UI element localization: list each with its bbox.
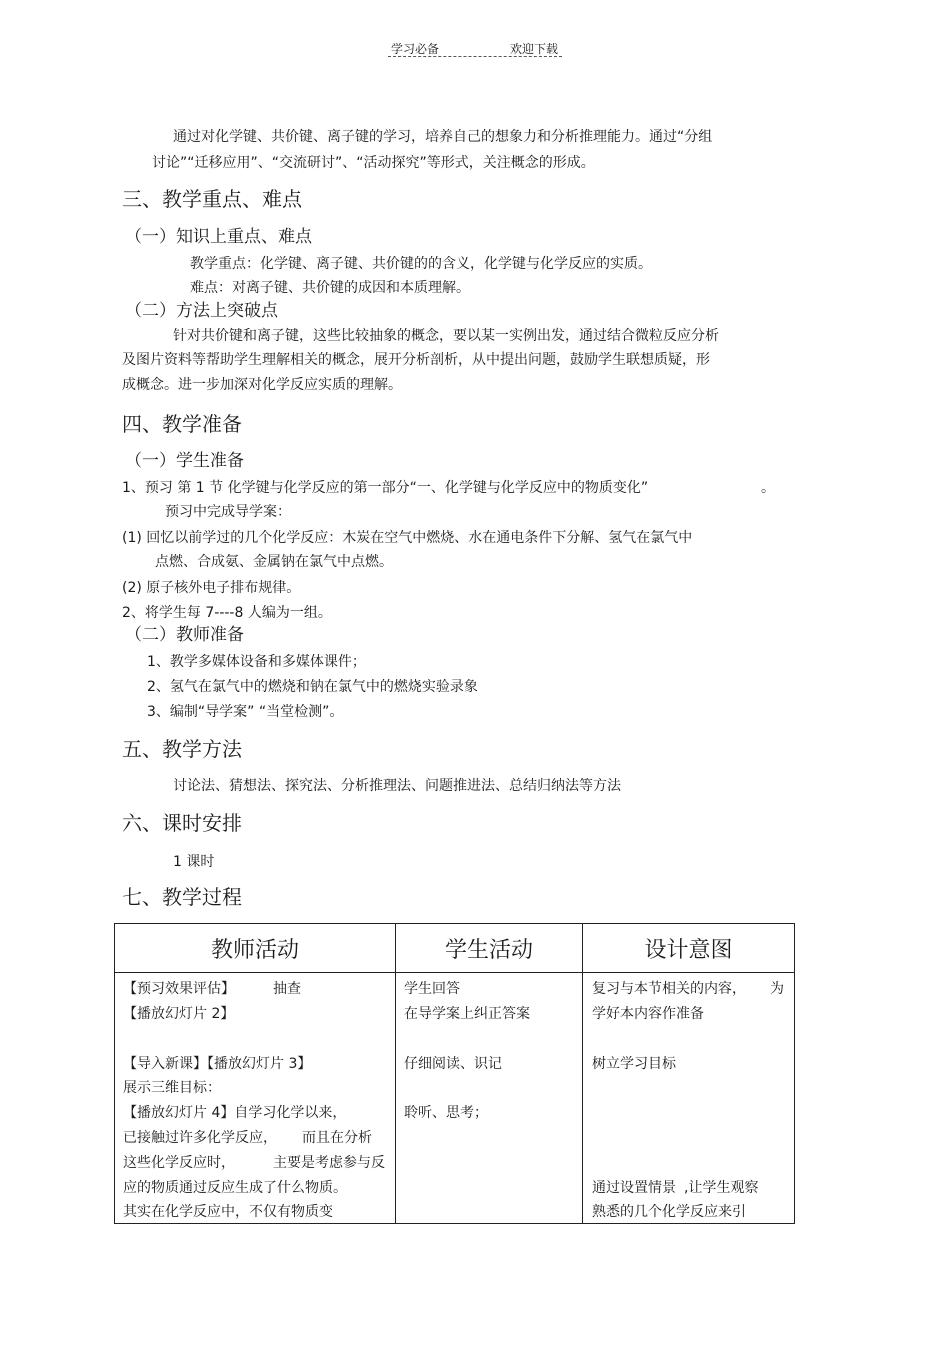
header-teacher-activity: 教师活动 [115, 924, 396, 973]
teacher-line: 这些化学反应时， [123, 1155, 235, 1171]
section-6-title: 六、课时安排 [122, 811, 242, 835]
teacher-line: 而且在分析 [302, 1130, 372, 1146]
design-intent-cell [583, 973, 795, 1224]
teacher-line: 主要是考虑参与反 [273, 1155, 385, 1171]
teacher-line: 已接触过许多化学反应， [123, 1130, 277, 1146]
header-student-activity: 学生活动 [396, 924, 583, 973]
teacher-line: 展示三维目标： [123, 1080, 221, 1096]
teacher-line: 抽查 [273, 981, 301, 997]
section-5-title: 五、教学方法 [122, 737, 242, 761]
teacher-line: 【预习效果评估】 [123, 981, 235, 997]
section-4-sub2-title: （二）教师准备 [125, 625, 244, 645]
section-7-title: 七、教学过程 [122, 885, 242, 909]
review-question-2: (2) 原子核外电子排布规律。 [122, 580, 301, 596]
design-line: 树立学习目标 [592, 1056, 676, 1072]
review-question-1a: (1) 回忆以前学过的几个化学反应：木炭在空气中燃烧、水在通电条件下分解、氢气在氯气中 [122, 530, 693, 546]
student-prep-item-1-end: 。 [761, 480, 775, 496]
student-prep-item-1-sub: 预习中完成导学案： [165, 504, 291, 520]
design-line: 复习与本节相关的内容， [592, 981, 746, 997]
header-left: 学习必备 [391, 42, 440, 56]
review-question-1b: 点燃、合成氨、金属钠在氯气中点燃。 [155, 554, 393, 570]
teacher-line: 其实在化学反应中，不仅有物质变 [123, 1204, 333, 1220]
teacher-line: 【导入新课】【播放幻灯片 3】 [123, 1056, 312, 1072]
teaching-methods-text: 讨论法、猜想法、探究法、分析推理法、问题推进法、总结归纳法等方法 [173, 778, 621, 794]
difficulty-text: 难点：对离子键、共价键的成因和本质理解。 [190, 280, 470, 296]
teacher-prep-item-2: 2、氢气在氯气中的燃烧和钠在氯气中的燃烧实验录象 [147, 679, 478, 695]
teaching-process-table [114, 923, 795, 1224]
method-line-3: 成概念。进一步加深对化学反应实质的理解。 [122, 377, 402, 393]
section-4-sub1-title: （一）学生准备 [125, 451, 244, 471]
student-line: 学生回答 [404, 981, 460, 997]
teacher-prep-item-1: 1、教学多媒体设备和多媒体课件； [147, 654, 366, 670]
intro-line-1: 通过对化学键、共价键、离子键的学习，培养自己的想象力和分析推理能力。通过“分组 [173, 129, 713, 145]
table-row [115, 973, 795, 1224]
student-prep-item-2: 2、将学生每 7----8 人编为一组。 [122, 605, 332, 621]
teacher-activity-cell [115, 973, 396, 1224]
section-3-sub2-title: （二）方法上突破点 [125, 301, 278, 321]
intro-line-2: 讨论”“迁移应用”、“交流研讨”、“活动探究”等形式，关注概念的形成。 [152, 155, 595, 171]
teacher-line: 【播放幻灯片 4】自学习化学以来， [123, 1105, 347, 1121]
table-header-row [115, 924, 795, 973]
method-line-2: 及图片资料等帮助学生理解相关的概念，展开分析剖析，从中提出问题，鼓励学生联想质疑，形 [122, 352, 710, 368]
teacher-line: 【播放幻灯片 2】 [123, 1006, 235, 1022]
student-line: 仔细阅读、识记 [404, 1056, 502, 1072]
design-line: 通过设置情景 [592, 1180, 676, 1196]
header-divider [388, 56, 562, 57]
section-3-sub1-title: （一）知识上重点、难点 [125, 227, 312, 247]
student-line: 聆听、思考； [404, 1105, 488, 1121]
student-activity-cell [396, 973, 583, 1224]
header-right: 欢迎下载 [510, 42, 559, 56]
section-4-title: 四、教学准备 [122, 412, 242, 436]
key-points-text: 教学重点：化学键、离子键、共价键的的含义，化学键与化学反应的实质。 [190, 256, 652, 272]
class-hours-text: 1 课时 [173, 854, 215, 870]
design-line: 为 [770, 981, 784, 997]
method-line-1: 针对共价键和离子键，这些比较抽象的概念，要以某一实例出发，通过结合微粒反应分析 [173, 328, 719, 344]
design-line: ,让学生观察 [684, 1180, 759, 1196]
header-design-intent: 设计意图 [583, 924, 795, 973]
teacher-prep-item-3: 3、编制“导学案” “当堂检测”。 [147, 704, 344, 720]
student-line: 在导学案上纠正答案 [404, 1006, 530, 1022]
design-line: 学好本内容作准备 [592, 1006, 704, 1022]
design-line: 熟悉的几个化学反应来引 [592, 1204, 746, 1220]
teacher-line: 应的物质通过反应生成了什么物质。 [123, 1180, 347, 1196]
section-3-title: 三、教学重点、难点 [122, 187, 302, 211]
student-prep-item-1: 1、预习 第 1 节 化学键与化学反应的第一部分“一、化学键与化学反应中的物质变化” [122, 480, 649, 496]
